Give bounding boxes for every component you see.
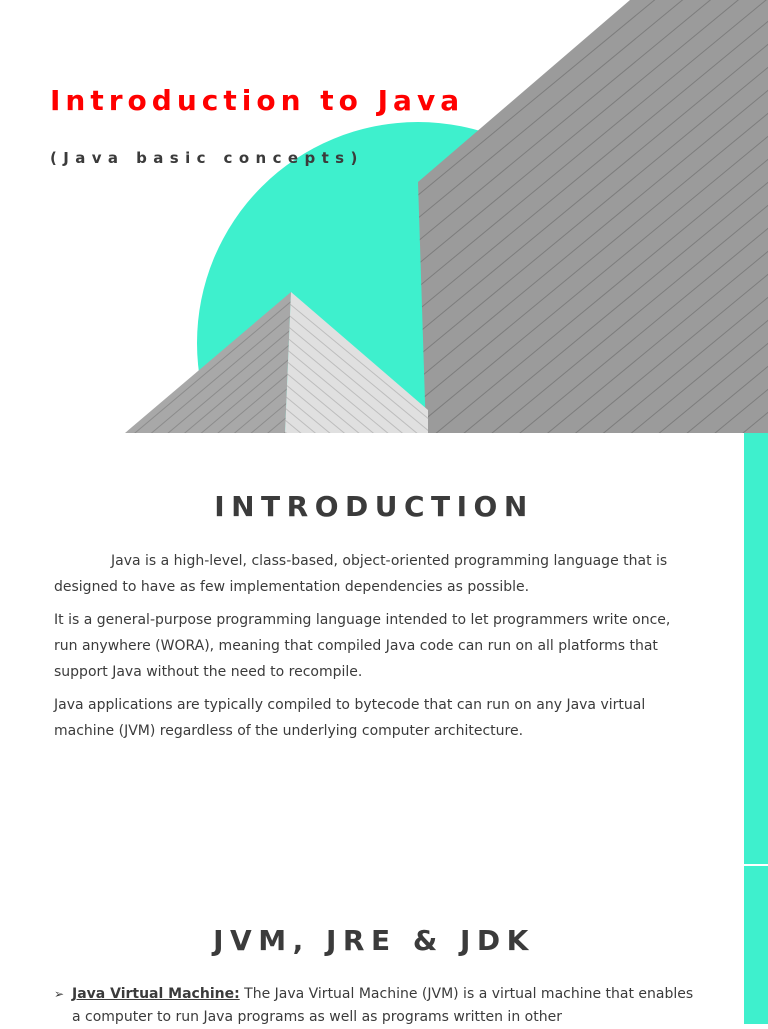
document-subtitle: (Java basic concepts) <box>50 149 364 167</box>
paragraph: Java is a high-level, class-based, object-oriented programming language that is designed to have as few implementation dependencies as possible. <box>54 553 668 595</box>
section-heading: JVM, JRE & JDK <box>213 924 535 957</box>
architecture-image <box>0 0 768 433</box>
jvm-jre-jdk-section <box>54 924 694 1029</box>
document-title: Introduction to Java <box>50 84 465 117</box>
paragraph: Java applications are typically compiled to bytecode that can run on any Java virtual machine (JVM) regardless of the underlying computer architecture. <box>54 697 646 739</box>
cover-hero <box>0 0 768 433</box>
paragraph: It is a general-purpose programming language intended to let programmers write once, run anywhere (WORA), meaning that compiled Java code can run on all platforms that support Java without the need to recompile. <box>54 612 671 680</box>
term-label: Java Virtual Machine: <box>72 986 240 1002</box>
accent-sidebar <box>744 866 768 1024</box>
section-heading: INTRODUCTION <box>214 490 534 523</box>
bullet-list <box>54 983 694 1029</box>
term-description: The Java Virtual Machine (JVM) is a virtual machine that enables a computer to run Java programs as well as programs written in other <box>72 986 694 1025</box>
introduction-section <box>54 490 694 751</box>
list-item <box>54 983 694 1029</box>
accent-sidebar <box>744 433 768 864</box>
arrow-bullet-icon: ➢ <box>54 987 65 1001</box>
